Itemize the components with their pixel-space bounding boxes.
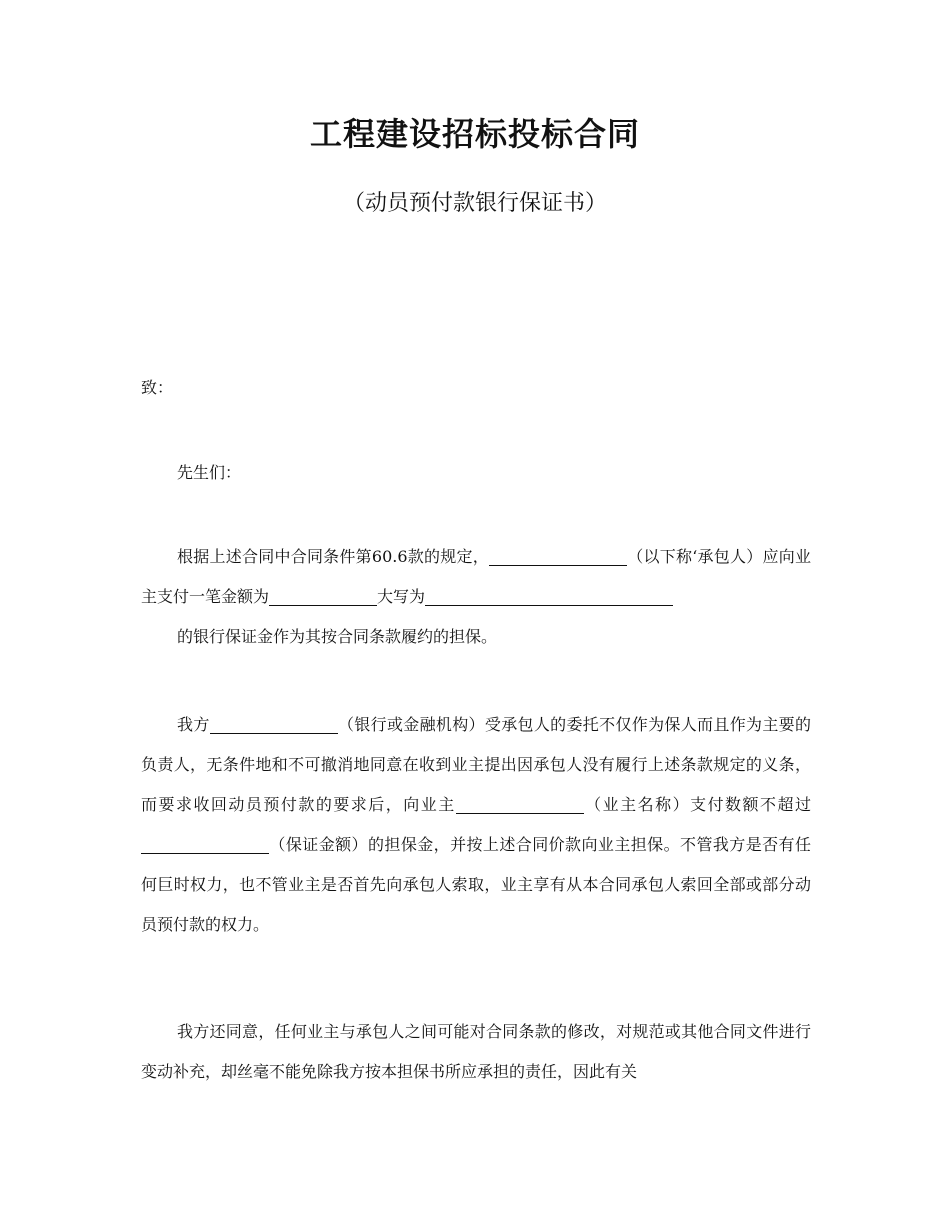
paragraph2-text-3: （业主名称）支付数额不超过 <box>583 795 811 814</box>
paragraph-advance-payment <box>141 537 811 657</box>
bank-name-blank[interactable] <box>210 715 338 734</box>
document-subtitle: （动员预付款银行保证书） <box>342 191 607 216</box>
paragraph1-text-4: 的银行保证金作为其按合同条款履约的担保。 <box>177 627 498 646</box>
paragraph3-text: 我方还同意，任何业主与承包人之间可能对合同条款的修改，对规范或其他合同文件进行变动补充，却丝毫不能免除我方按本担保书所应承担的责任，因此有关 <box>141 1022 811 1081</box>
contractor-name-blank[interactable] <box>489 547 627 566</box>
paragraph2-text-1: 我方 <box>177 715 210 734</box>
paragraph-guarantee <box>141 705 811 945</box>
salutation-line: 先生们： <box>177 463 242 482</box>
document-title: 工程建设招标投标合同 <box>309 115 640 153</box>
paragraph1-text-1: 根据上述合同中合同条件第60.6款的规定， <box>177 547 489 566</box>
paragraph2-text-4: （保证金额）的担保金，并按上述合同价款向业主担保。不管我方是否有任何巨时权力，也不管业主是否首先向承包人索取，业主享有从本合同承包人索回全部或部分动员预付款的权力。 <box>141 835 811 934</box>
owner-name-blank[interactable] <box>456 795 584 814</box>
paragraph1-text-3: 大写为 <box>377 587 426 606</box>
paragraph1-text-2: （以下称‘承包人）应向业主支付一笔金额为 <box>141 547 811 606</box>
addressee-line: 致： <box>141 378 174 397</box>
paragraph-modifications <box>141 1012 811 1092</box>
amount-words-blank[interactable] <box>425 587 673 606</box>
paragraph2-text-2: （银行或金融机构）受承包人的委托不仅作为保人而且作为主要的负责人，无条件地和不可撤消地同意在收到业主提出因承包人没有履行上述条款规定的义条，而要求收回动员预付款的要求后，向业主 <box>141 715 811 814</box>
guarantee-amount-blank[interactable] <box>141 835 269 854</box>
amount-figures-blank[interactable] <box>269 587 377 606</box>
